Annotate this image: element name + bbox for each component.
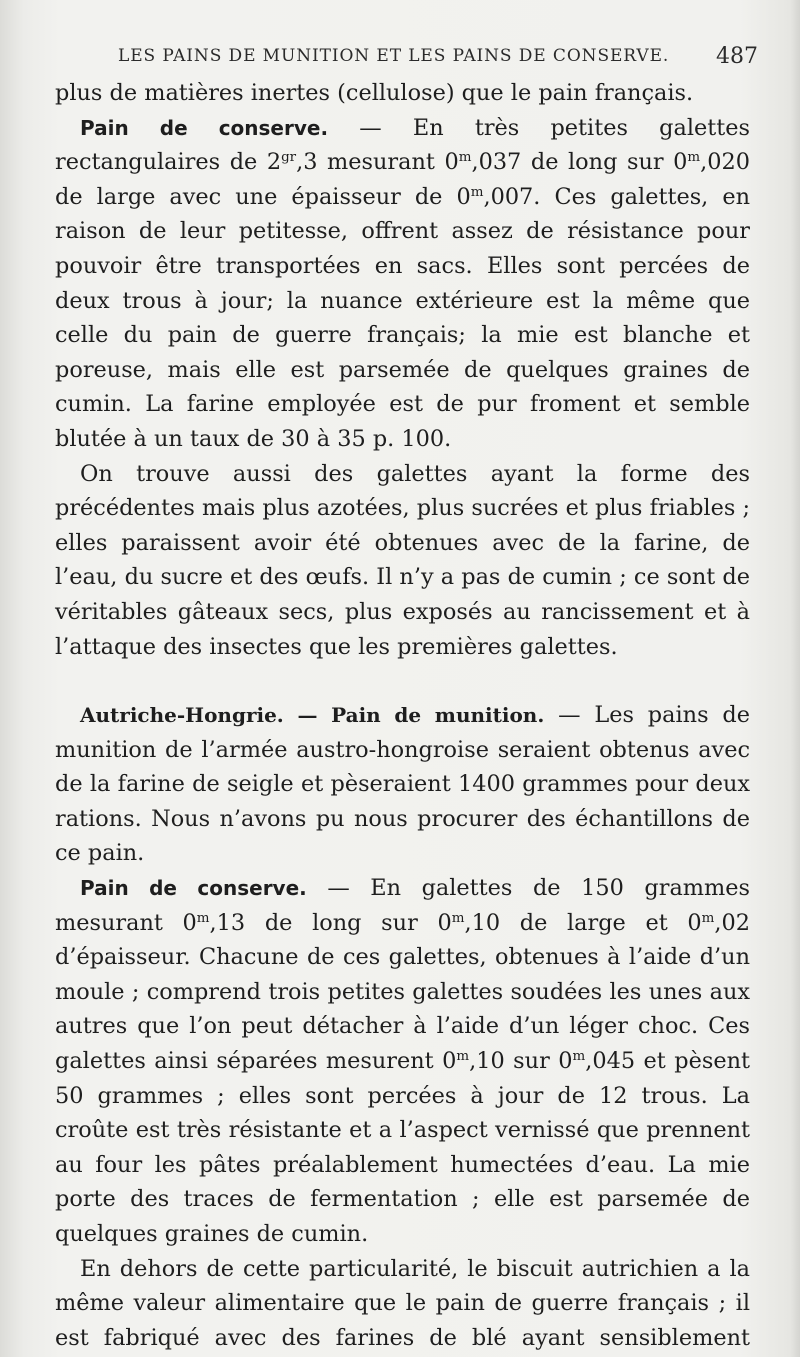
paragraph-continuation (55, 76, 750, 111)
paragraph-autriche-pain-de-conserve (55, 871, 750, 1252)
paragraph-text: En dehors de cette particularité, le biscuit autrichien a la même valeur alimentaire que le pain de guerre français ; il est fabriqué avec des farines de blé ayant sensiblement (55, 1255, 750, 1351)
paragraph-text: ,020 de large avec une épaisseur de 0 (55, 149, 750, 210)
unit-superscript: m (456, 1048, 470, 1064)
unit-superscript: m (470, 184, 484, 200)
paragraph-text: ,10 sur 0 (469, 1048, 573, 1075)
paragraph-pain-de-conserve-germany (55, 111, 750, 457)
paragraph-biscuit-autrichien (55, 1252, 750, 1356)
running-head-title: LES PAINS DE MUNITION ET LES PAINS DE CONSERVE. (118, 46, 670, 66)
paragraph-text: plus de matières inertes (cellulose) que le pain français. (55, 80, 694, 106)
body-text (55, 76, 750, 1355)
unit-superscript: m (687, 150, 701, 166)
paragraph-text: On trouve aussi des galettes ayant la forme des précédentes mais plus azotées, plus sucrées et plus friables ; elles paraissent avoir été obtenues avec de la farine, de l’eau, du sucre et des œufs. Il n’y a pas de cumin ; ce sont de véritables gâteaux secs, plus exposés au rancissement et à l’attaque des insectes que les premières galettes. (55, 460, 750, 660)
paragraph-text: ,007. Ces galettes, en raison de leur petitesse, offrent assez de résistance pour pouvoir être transportées en sacs. Elles sont percées de deux trous à jour; la nuance extérieure est la même que celle du pain de guerre français; la mie est blanche et poreuse, mais elle est parsemée de quelques graines de cumin. La farine employée est de pur froment et semble blutée à un taux de 30 à 35 p. 100. (55, 183, 750, 452)
paragraph-text: ,3 mesurant 0 (296, 149, 459, 176)
unit-superscript: gr (281, 150, 297, 166)
unit-superscript: m (572, 1048, 586, 1064)
unit-superscript: m (451, 910, 465, 926)
paragraph-text: ,02 d’épaisseur. Chacune de ces galettes, obtenues à l’aide d’un moule ; comprend trois petites galettes soudées les unes aux autres que l’on peut détacher à l’aide d’un léger choc. Ces galettes ainsi séparées mesurent 0 (55, 909, 751, 1075)
heading-dash: — (283, 703, 332, 728)
paragraph-text: ,13 de long sur 0 (209, 909, 452, 936)
paragraph-text: ,045 et pèsent 50 grammes ; elles sont percées à jour de 12 trous. La croûte est très résistante et a l’aspect vernissé que prennent au four les pâtes préalablement humectées d’eau. La mie porte des traces de fermentation ; elle est parsemée de quelques graines de cumin. (55, 1048, 750, 1247)
paragraph-text: ,037 de long sur 0 (471, 149, 688, 176)
page-number: 487 (716, 44, 758, 69)
paragraph-text: ,10 de large et 0 (464, 909, 702, 936)
paragraph-autriche-pain-de-munition (55, 698, 750, 871)
paragraph-text: — En très petites galettes rectangulaires de 2 (55, 114, 750, 176)
section-heading: Pain de conserve. (80, 115, 329, 140)
section-heading: Pain de conserve. (80, 876, 307, 901)
unit-superscript: m (458, 150, 472, 166)
running-head (118, 44, 758, 74)
unit-superscript: m (701, 910, 715, 926)
paragraph-text: — En galettes de 150 grammes mesurant 0 (55, 875, 750, 936)
country-heading: Autriche-Hongrie. (80, 703, 284, 728)
section-heading: Pain de munition. (331, 703, 545, 728)
paragraph-autres-galettes (55, 457, 750, 665)
paragraph-text: — Les pains de munition de l’armée austro-hongroise seraient obtenus avec de la farine de seigle et pèseraient 1400 grammes pour deux rations. Nous n’avons pu nous procurer des échantillons de ce pain. (55, 702, 750, 867)
unit-superscript: m (196, 910, 210, 926)
